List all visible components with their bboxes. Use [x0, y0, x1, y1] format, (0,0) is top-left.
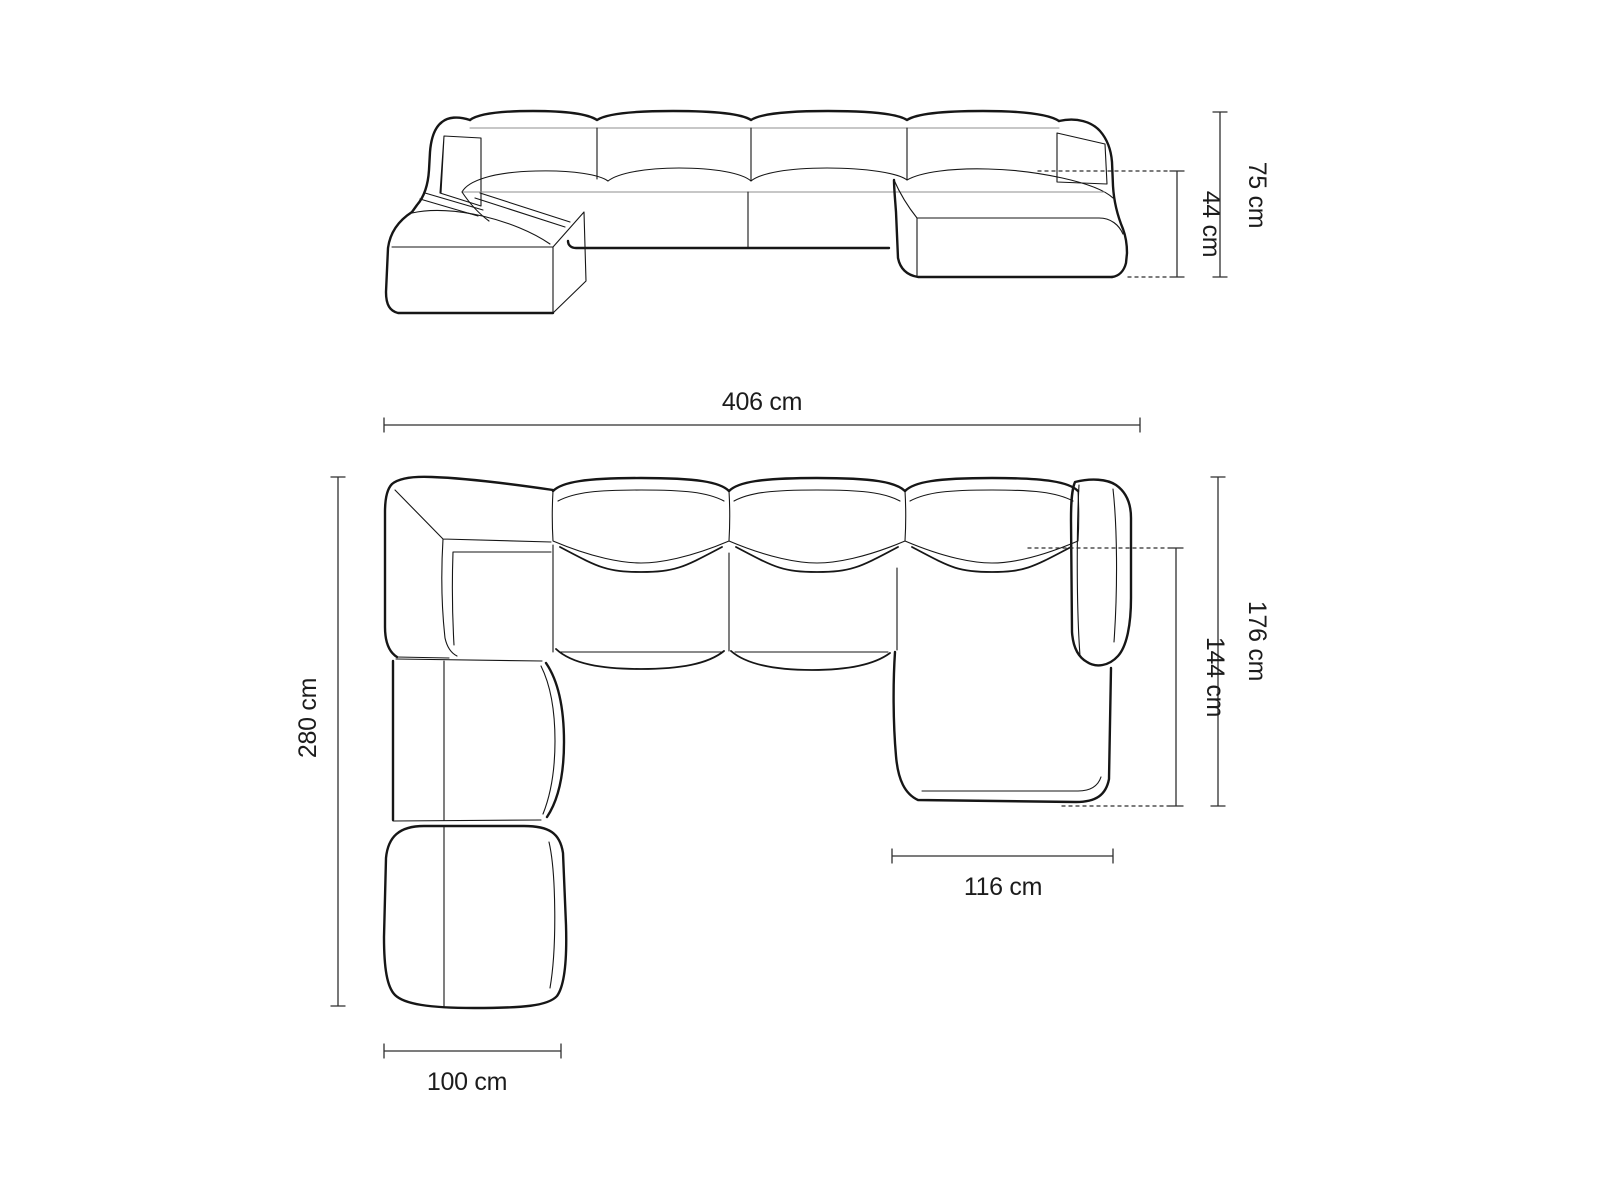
- cushion-detail: [729, 490, 906, 563]
- plan-back-cushion-2: [729, 478, 906, 572]
- chaise-outline: [894, 652, 1111, 802]
- armrest-outline: [1071, 480, 1131, 666]
- ottoman-inner-lines: [444, 827, 555, 1007]
- cushion-bottom-edge: [736, 547, 898, 572]
- plan-chaise: [894, 568, 1111, 802]
- plan-left-module: [393, 659, 564, 821]
- seat-edges: [553, 545, 722, 652]
- dimension-label-total-width: 406 cm: [721, 388, 803, 416]
- front-elevation-view: [386, 111, 1127, 313]
- dimension-line: [384, 1044, 561, 1058]
- plan-seat-module-1: [553, 545, 724, 669]
- front-seat-cushion-arcs: [462, 168, 1113, 198]
- front-right-arm-outline: [1059, 120, 1127, 277]
- cushion-detail: [552, 490, 730, 563]
- dimension-chaise-inner-depth: [1169, 548, 1229, 806]
- top-plan-view: [384, 477, 1131, 1008]
- dimension-line: [1169, 548, 1183, 806]
- dimension-label-left-module-width: 100 cm: [426, 1068, 508, 1096]
- plan-seat-module-2: [729, 553, 890, 670]
- seat-front-edge: [731, 651, 890, 670]
- front-left-ottoman-faces: [392, 193, 586, 313]
- front-seat-bottom-edge: [568, 241, 889, 248]
- plan-left-ottoman: [384, 826, 566, 1008]
- plan-back-cushion-3: [905, 478, 1079, 572]
- front-right-chaise-outline: [894, 180, 1112, 277]
- dimension-chaise-width: [892, 849, 1113, 901]
- dimension-total-width: [384, 388, 1140, 432]
- seat-edges: [729, 553, 888, 652]
- dimension-line: [892, 849, 1113, 863]
- ottoman-outline: [384, 826, 566, 1008]
- plan-corner-module-inner: [395, 490, 551, 658]
- dimension-total-depth: [294, 477, 345, 1006]
- dimension-line: [384, 418, 1140, 432]
- dimension-seat-height: [1170, 171, 1225, 277]
- plan-armrest: [1071, 480, 1131, 666]
- dimension-label-total-depth: 280 cm: [294, 677, 322, 759]
- dimension-label-chaise-inner-depth: 144 cm: [1201, 636, 1229, 718]
- front-left-ottoman-outline: [386, 212, 553, 313]
- front-right-chaise-faces: [894, 180, 1123, 277]
- cushion-bottom-edge: [560, 547, 722, 572]
- front-back-cushions-outline: [470, 111, 1059, 121]
- cushion-top-edge: [553, 478, 729, 491]
- dimension-label-total-height: 75 cm: [1243, 161, 1271, 229]
- cushion-bottom-edge: [912, 547, 1071, 572]
- dimension-line: [331, 477, 345, 1006]
- cushion-top-edge: [905, 478, 1078, 491]
- cushion-top-edge: [729, 478, 905, 491]
- dimension-label-seat-height: 44 cm: [1197, 190, 1225, 258]
- front-right-arm-panel: [1057, 133, 1107, 184]
- dimension-left-module-width: [384, 1044, 561, 1096]
- armrest-inner-lines: [1077, 485, 1116, 656]
- front-back-cushion-seams: [597, 128, 907, 181]
- plan-back-cushion-1: [552, 478, 730, 572]
- chaise-front-seam: [922, 777, 1101, 791]
- dimension-line: [1170, 171, 1184, 277]
- cushion-detail: [905, 490, 1079, 563]
- plan-corner-module-outline: [385, 477, 553, 657]
- dimension-label-chaise-total-depth: 176 cm: [1243, 600, 1271, 682]
- dimension-label-chaise-width: 116 cm: [963, 873, 1043, 901]
- module-seams: [393, 659, 555, 821]
